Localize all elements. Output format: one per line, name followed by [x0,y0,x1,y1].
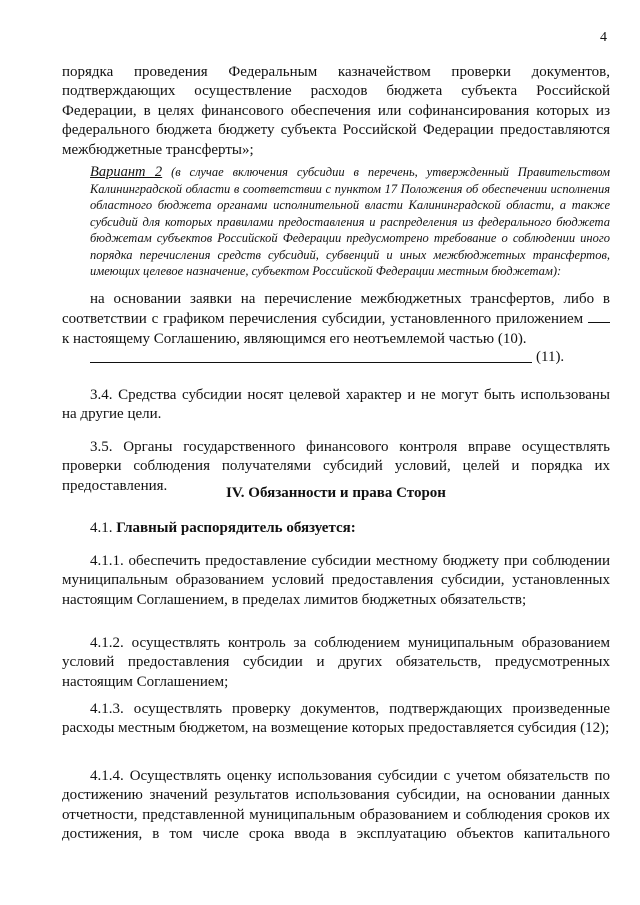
paragraph-zayavka [62,290,610,349]
paragraph-intro-continuation: порядка проведения Федеральным казначейством проверки документов, подтверждающих осуществление расходов бюджета субъекта Российской Федерации, в целях финансового обеспечения или софинансирования которых из федерального бюджета бюджету субъекта Российской Федерации предоставляются межбюджетные трансферты»; [62,64,610,158]
paragraph-4-1-2: 4.1.2. осуществлять контроль за соблюдением муниципальным образованием условий предоставления субсидии и других обязательств, предусмотренных настоящим Соглашением; [62,635,610,690]
paragraph-4-1-heading: Главный распорядитель обязуется: [116,520,356,536]
paragraph-4-1 [62,519,610,538]
paragraph-3-4: 3.4. Средства субсидии носят целевой характер и не могут быть использованы на другие цели. [62,387,610,423]
paragraph-zayavka-part-a: на основании заявки на перечисление межбюджетных трансфертов, либо в соответствии с графиком перечисления субсидии, установленного приложением [62,291,610,328]
variant-2-paragraph [90,164,610,280]
fill-in-line-row [90,349,610,369]
section-heading-iv: IV. Обязанности и права Сторон [226,485,446,501]
page-number: 4 [600,30,607,45]
paragraph-zayavka-part-b: к настоящему Соглашению, являющимся его неотъемлемой частью (10). [62,330,527,347]
paragraph-3-5: 3.5. Органы государственного финансового контроля вправе осуществлять проверки соблюдения получателями субсидий условий, целей и порядка их предоставления. [62,439,610,494]
variant-2-note: (в случае включения субсидии в перечень, утвержденный Правительством Калининградской области в соответствии с пунктом 17 Положения об обеспечении исполнения областного бюджета органами исполнительной власти Калининградской области, а также субсидий для которых правилами предоставления и распределения из федерального бюджета бюджетам субъектов Российской Федерации предусмотрено требование о соблюдении иного порядка перечисления средств субсидий, субвенций и иных межбюджетных трансфертов, имеющих целевое назначение, субъектом Российской Федерации местным бюджетам): [90,165,610,278]
paragraph-4-1-4: 4.1.4. Осуществлять оценку использования субсидии с учетом обязательств по достижению значений результатов использования субсидии, на основании данных отчетности, представленной муниципальным образованием и соблюдения сроков их достижения, в том числе срока ввода в эксплуатацию объектов капитального [62,768,610,843]
paragraph-4-1-3: 4.1.3. осуществлять проверку документов, подтверждающих произведенные расходы местным бюджетом, на возмещение которых предоставляется субсидия (12); [62,701,610,737]
blank-appendix-number [588,309,610,323]
fill-in-footnote-ref: (11). [536,349,565,365]
variant-2-label: Вариант 2 [90,164,163,180]
paragraph-4-1-number: 4.1. [90,520,113,536]
paragraph-4-1-1: 4.1.1. обеспечить предоставление субсидии местному бюджету при соблюдении муниципальным образованием условий предоставления субсидии, установленных настоящим Соглашением, в пределах лимитов бюджетных обязательств; [62,553,610,608]
fill-in-line [90,362,532,363]
